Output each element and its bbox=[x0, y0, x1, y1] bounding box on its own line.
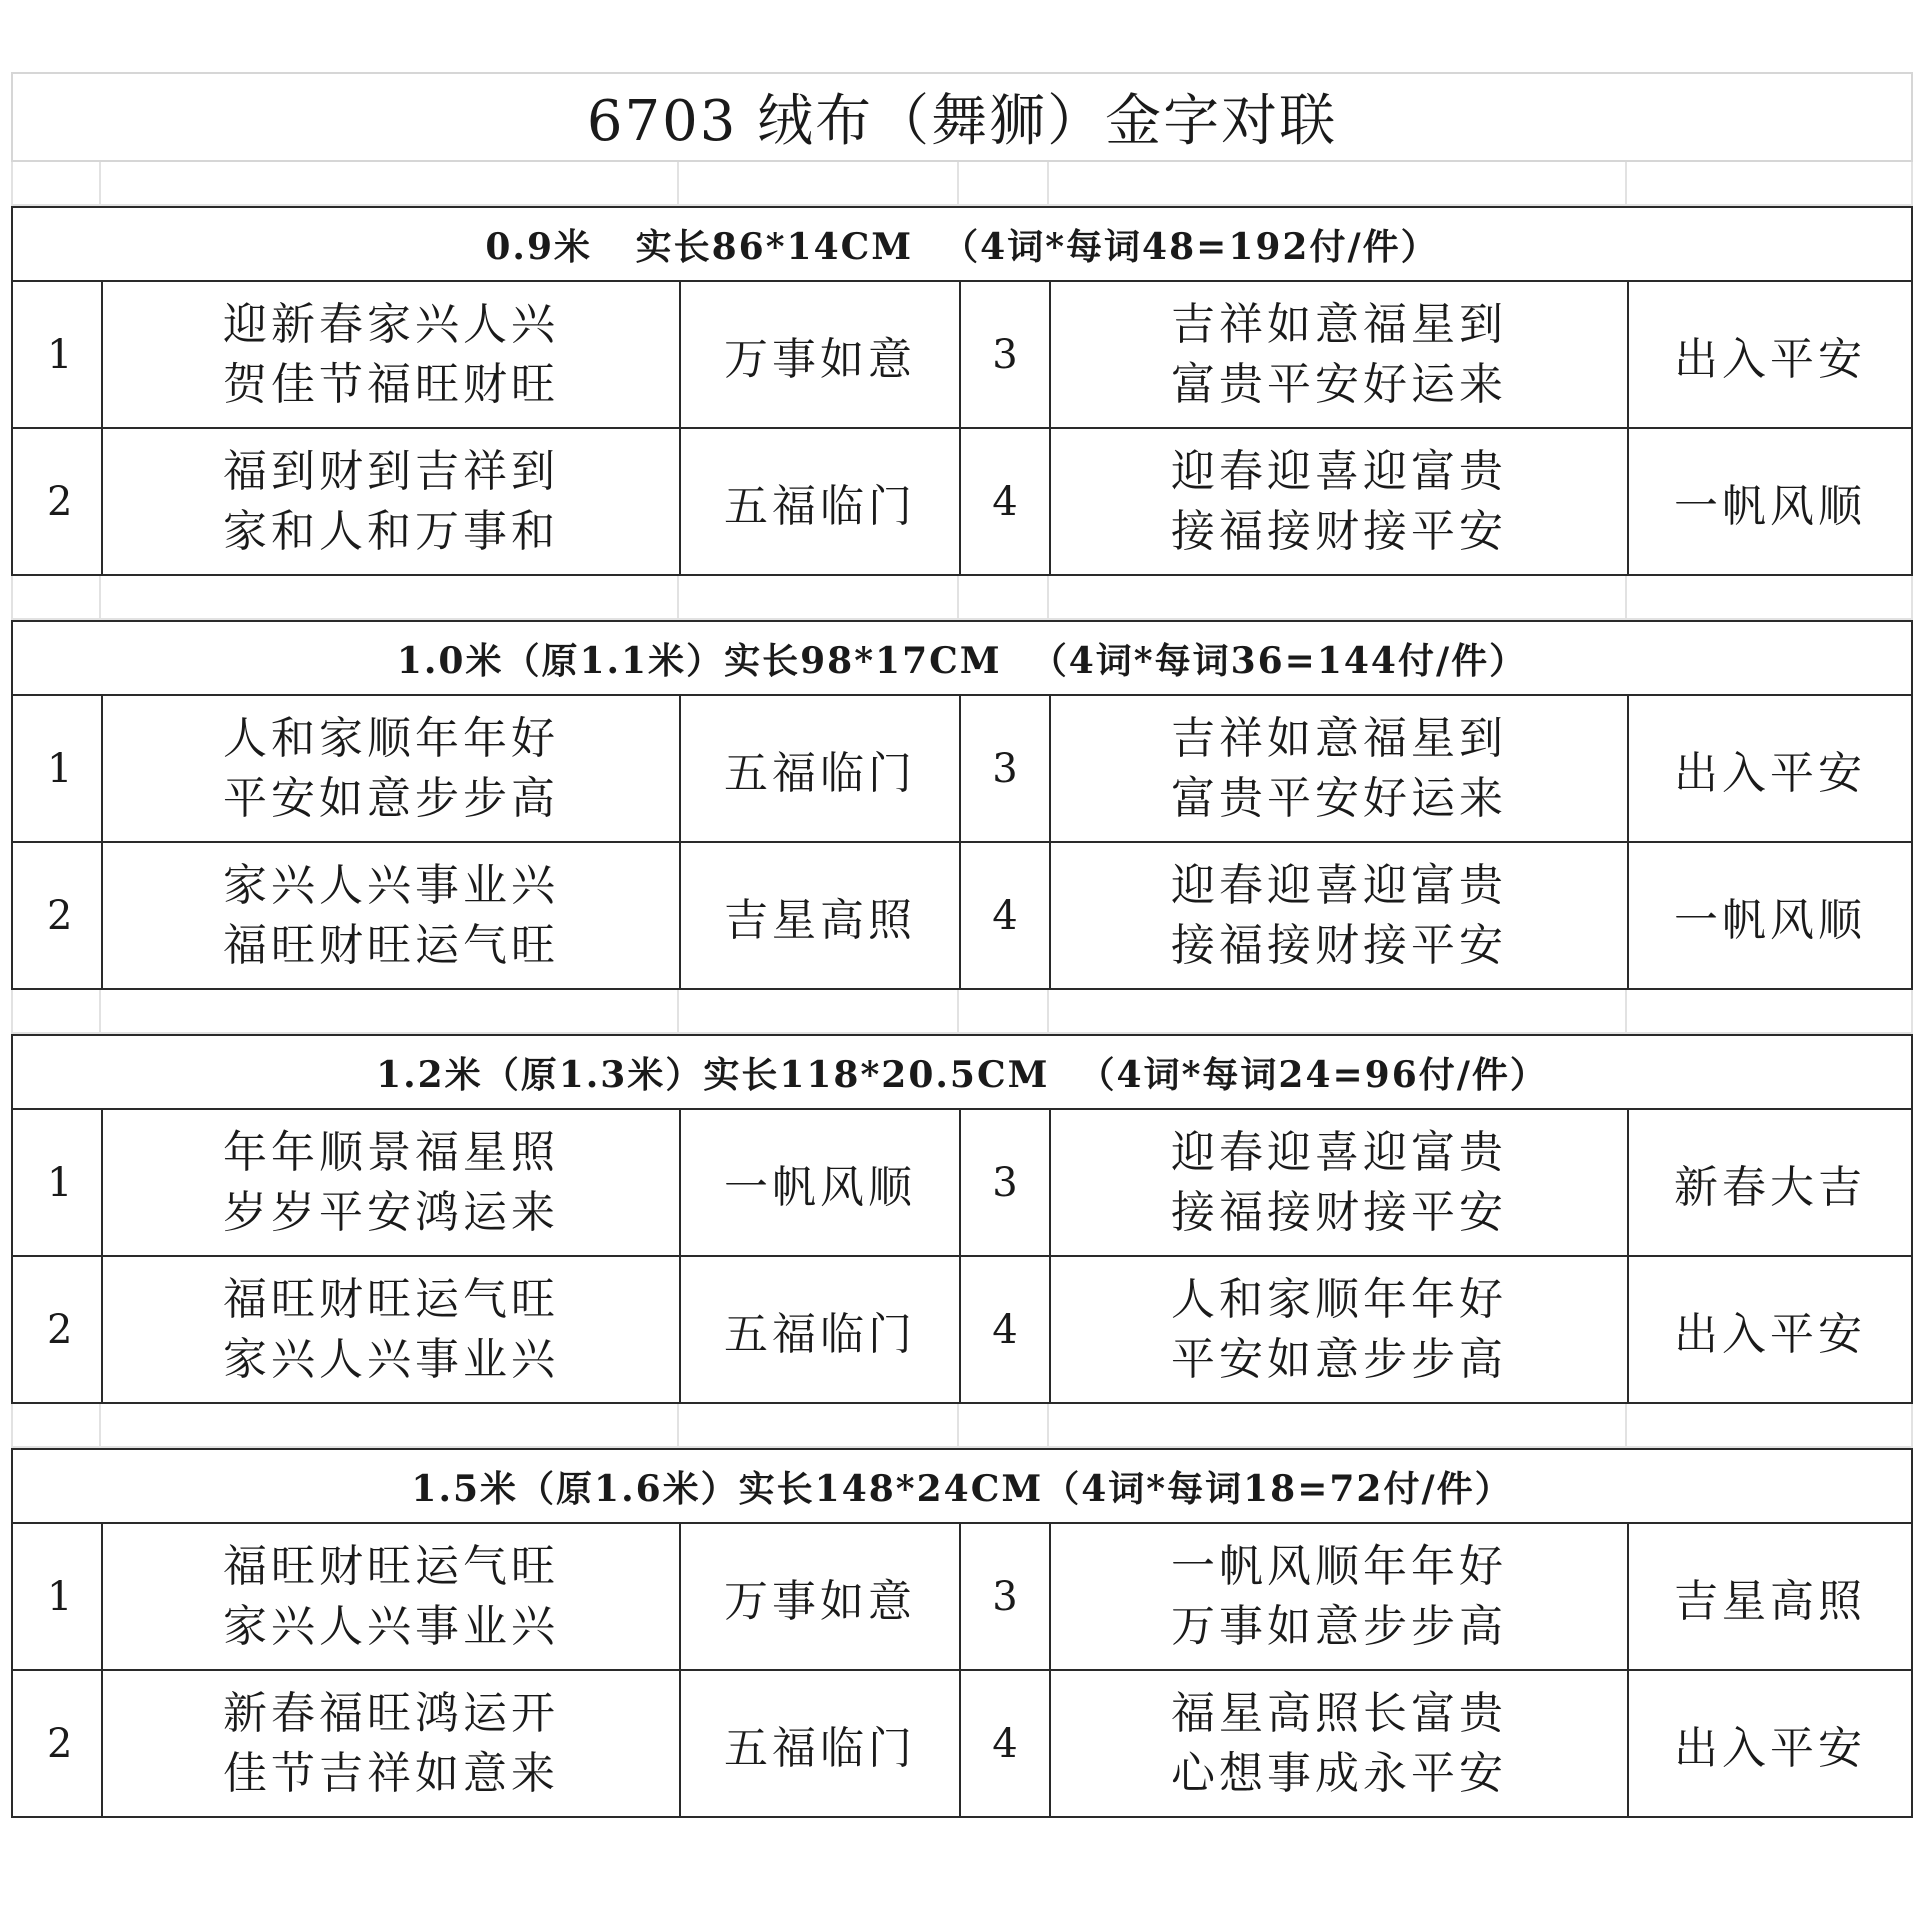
couplet-upper-line: 福星高照长富贵 bbox=[1171, 1687, 1507, 1739]
table-row bbox=[13, 427, 1911, 574]
table-row bbox=[13, 282, 1911, 427]
item-number: 3 bbox=[961, 282, 1051, 427]
couplet-lower-line: 接福接财接平安 bbox=[1171, 505, 1507, 557]
couplet-lower-line: 平安如意步步高 bbox=[223, 772, 559, 824]
section-header: 1.0米（原1.1米）实长98*17CM （4词*每词36=144付/件） bbox=[13, 622, 1911, 696]
spacer-row bbox=[11, 162, 1913, 206]
horizontal-scroll-text: 五福临门 bbox=[681, 1671, 961, 1816]
couplet-lower-line: 接福接财接平安 bbox=[1171, 919, 1507, 971]
horizontal-scroll-text: 一帆风顺 bbox=[681, 1110, 961, 1255]
size-section bbox=[11, 1034, 1913, 1404]
couplet-upper-line: 福旺财旺运气旺 bbox=[223, 1273, 559, 1325]
couplet-upper-line: 福到财到吉祥到 bbox=[223, 445, 559, 497]
horizontal-scroll-text: 吉星高照 bbox=[681, 843, 961, 988]
couplet-upper-line: 迎春迎喜迎富贵 bbox=[1171, 1126, 1507, 1178]
item-number: 2 bbox=[13, 843, 103, 988]
item-number: 3 bbox=[961, 1524, 1051, 1669]
couplet-upper-line: 吉祥如意福星到 bbox=[1171, 298, 1507, 350]
item-number: 4 bbox=[961, 429, 1051, 574]
couplet-lower-line: 家兴人兴事业兴 bbox=[223, 1600, 559, 1652]
table-row bbox=[13, 1524, 1911, 1669]
horizontal-scroll-text: 万事如意 bbox=[681, 1524, 961, 1669]
horizontal-scroll-text: 万事如意 bbox=[681, 282, 961, 427]
couplet-cell bbox=[103, 1671, 681, 1816]
item-number: 3 bbox=[961, 696, 1051, 841]
horizontal-scroll-text: 吉星高照 bbox=[1674, 1575, 1866, 1627]
couplet-cell bbox=[1051, 1110, 1629, 1255]
item-number: 2 bbox=[13, 429, 103, 574]
horizontal-scroll-text: 出入平安 bbox=[1674, 1722, 1866, 1774]
couplet-cell bbox=[1051, 1671, 1629, 1816]
couplet-cell bbox=[1051, 1257, 1629, 1402]
couplet-cell bbox=[1051, 843, 1629, 988]
couplet-cell bbox=[1051, 282, 1629, 427]
couplet-upper-line: 迎春迎喜迎富贵 bbox=[1171, 859, 1507, 911]
section-header: 1.2米（原1.3米）实长118*20.5CM （4词*每词24=96付/件） bbox=[13, 1036, 1911, 1110]
couplet-lower-line: 岁岁平安鸿运来 bbox=[223, 1186, 559, 1238]
couplet-lower-line: 贺佳节福旺财旺 bbox=[223, 358, 559, 410]
item-number: 4 bbox=[961, 843, 1051, 988]
size-section bbox=[11, 1448, 1913, 1818]
item-number: 3 bbox=[961, 1110, 1051, 1255]
item-number: 1 bbox=[13, 282, 103, 427]
couplet-upper-line: 人和家顺年年好 bbox=[1171, 1273, 1507, 1325]
page-title: 6703 绒布（舞狮）金字对联 bbox=[11, 72, 1913, 162]
couplet-upper-line: 吉祥如意福星到 bbox=[1171, 712, 1507, 764]
spreadsheet bbox=[11, 72, 1913, 1818]
horizontal-scroll-text: 出入平安 bbox=[1674, 1308, 1866, 1360]
couplet-lower-line: 佳节吉祥如意来 bbox=[223, 1747, 559, 1799]
horizontal-scroll-text: 一帆风顺 bbox=[1674, 894, 1866, 946]
couplet-lower-line: 平安如意步步高 bbox=[1171, 1333, 1507, 1385]
couplet-upper-line: 新春福旺鸿运开 bbox=[223, 1687, 559, 1739]
section-header: 1.5米（原1.6米）实长148*24CM（4词*每词18=72付/件） bbox=[13, 1450, 1911, 1524]
spacer-row bbox=[11, 576, 1913, 620]
section-header: 0.9米 实长86*14CM （4词*每词48=192付/件） bbox=[13, 208, 1911, 282]
spacer-row bbox=[11, 1404, 1913, 1448]
couplet-cell bbox=[1051, 429, 1629, 574]
couplet-lower-line: 家兴人兴事业兴 bbox=[223, 1333, 559, 1385]
couplet-cell bbox=[103, 282, 681, 427]
horizontal-scroll-text: 新春大吉 bbox=[1674, 1161, 1866, 1213]
couplet-lower-line: 万事如意步步高 bbox=[1171, 1600, 1507, 1652]
couplet-cell bbox=[103, 1110, 681, 1255]
couplet-cell bbox=[103, 1257, 681, 1402]
couplet-cell bbox=[103, 843, 681, 988]
horizontal-scroll-text: 一帆风顺 bbox=[1674, 480, 1866, 532]
couplet-cell bbox=[103, 696, 681, 841]
couplet-lower-line: 接福接财接平安 bbox=[1171, 1186, 1507, 1238]
couplet-upper-line: 迎春迎喜迎富贵 bbox=[1171, 445, 1507, 497]
couplet-cell bbox=[103, 1524, 681, 1669]
table-row bbox=[13, 1669, 1911, 1816]
couplet-cell bbox=[1051, 696, 1629, 841]
item-number: 1 bbox=[13, 1110, 103, 1255]
couplet-cell bbox=[1051, 1524, 1629, 1669]
size-section bbox=[11, 620, 1913, 990]
horizontal-scroll-text: 五福临门 bbox=[681, 696, 961, 841]
couplet-upper-line: 福旺财旺运气旺 bbox=[223, 1540, 559, 1592]
couplet-upper-line: 年年顺景福星照 bbox=[223, 1126, 559, 1178]
spacer-row bbox=[11, 990, 1913, 1034]
couplet-lower-line: 富贵平安好运来 bbox=[1171, 772, 1507, 824]
couplet-upper-line: 迎新春家兴人兴 bbox=[223, 298, 559, 350]
item-number: 1 bbox=[13, 1524, 103, 1669]
table-row bbox=[13, 696, 1911, 841]
couplet-cell bbox=[103, 429, 681, 574]
item-number: 2 bbox=[13, 1671, 103, 1816]
item-number: 4 bbox=[961, 1671, 1051, 1816]
size-section bbox=[11, 206, 1913, 576]
horizontal-scroll-text: 出入平安 bbox=[1674, 747, 1866, 799]
couplet-lower-line: 心想事成永平安 bbox=[1171, 1747, 1507, 1799]
couplet-upper-line: 人和家顺年年好 bbox=[223, 712, 559, 764]
horizontal-scroll-text: 出入平安 bbox=[1674, 333, 1866, 385]
table-row bbox=[13, 1110, 1911, 1255]
item-number: 4 bbox=[961, 1257, 1051, 1402]
couplet-lower-line: 家和人和万事和 bbox=[223, 505, 559, 557]
couplet-upper-line: 一帆风顺年年好 bbox=[1171, 1540, 1507, 1592]
couplet-upper-line: 家兴人兴事业兴 bbox=[223, 859, 559, 911]
horizontal-scroll-text: 五福临门 bbox=[681, 1257, 961, 1402]
table-row bbox=[13, 1255, 1911, 1402]
horizontal-scroll-text: 五福临门 bbox=[681, 429, 961, 574]
item-number: 2 bbox=[13, 1257, 103, 1402]
table-row bbox=[13, 841, 1911, 988]
couplet-lower-line: 富贵平安好运来 bbox=[1171, 358, 1507, 410]
couplet-lower-line: 福旺财旺运气旺 bbox=[223, 919, 559, 971]
item-number: 1 bbox=[13, 696, 103, 841]
